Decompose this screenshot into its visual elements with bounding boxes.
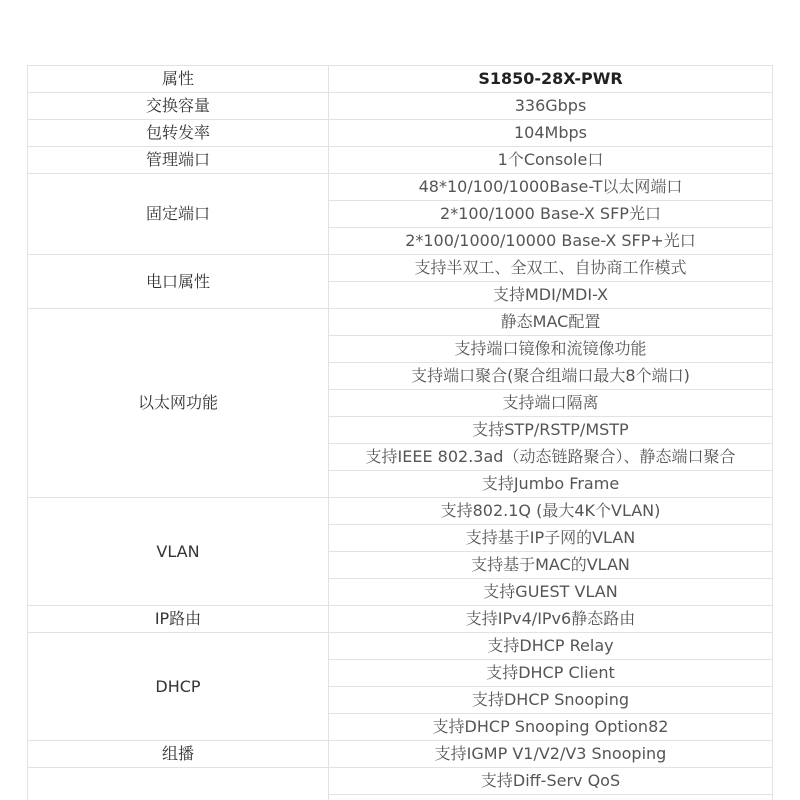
header-attribute-cell: 属性 xyxy=(28,66,329,93)
value-cell: 48*10/100/1000Base-T以太网端口 xyxy=(329,174,773,201)
value-cell: 支持DHCP Snooping Option82 xyxy=(329,714,773,741)
attribute-cell xyxy=(28,768,329,800)
value-cell: 104Mbps xyxy=(329,120,773,147)
table-row xyxy=(28,633,773,660)
value-cell: 支持端口镜像和流镜像功能 xyxy=(329,336,773,363)
value-cell: 支持端口隔离 xyxy=(329,390,773,417)
value-cell: 1个Console口 xyxy=(329,147,773,174)
value-cell: 支持STP/RSTP/MSTP xyxy=(329,417,773,444)
value-cell: 支持Diff-Serv QoS xyxy=(329,768,773,795)
table-header-row xyxy=(28,66,773,93)
value-cell: 支持DHCP Relay xyxy=(329,633,773,660)
table-row xyxy=(28,606,773,633)
value-cell: 支持MDI/MDI-X xyxy=(329,282,773,309)
value-cell: 支持基于IP子网的VLAN xyxy=(329,525,773,552)
value-cell: 支持DHCP Client xyxy=(329,660,773,687)
value-cell: 支持端口聚合(聚合组端口最大8个端口) xyxy=(329,363,773,390)
attribute-cell: 交换容量 xyxy=(28,93,329,120)
value-cell: 2*100/1000 Base-X SFP光口 xyxy=(329,201,773,228)
attribute-cell: 以太网功能 xyxy=(28,309,329,498)
attribute-cell: VLAN xyxy=(28,498,329,606)
value-cell: 支持IGMP V1/V2/V3 Snooping xyxy=(329,741,773,768)
table-row xyxy=(28,255,773,282)
attribute-cell: IP路由 xyxy=(28,606,329,633)
header-model-cell: S1850-28X-PWR xyxy=(329,66,773,93)
spec-table-body xyxy=(28,66,773,800)
value-cell: 支持IEEE 802.3ad（动态链路聚合）、静态端口聚合 xyxy=(329,444,773,471)
spec-table xyxy=(27,65,773,800)
table-row xyxy=(28,768,773,795)
value-cell: 336Gbps xyxy=(329,93,773,120)
table-row xyxy=(28,93,773,120)
value-cell: 支持基于MAC的VLAN xyxy=(329,552,773,579)
value-cell: 支持GUEST VLAN xyxy=(329,579,773,606)
value-cell xyxy=(329,795,773,800)
attribute-cell: 包转发率 xyxy=(28,120,329,147)
attribute-cell: 固定端口 xyxy=(28,174,329,255)
attribute-cell: 电口属性 xyxy=(28,255,329,309)
value-cell: 支持半双工、全双工、自协商工作模式 xyxy=(329,255,773,282)
table-row xyxy=(28,741,773,768)
attribute-cell: DHCP xyxy=(28,633,329,741)
table-row xyxy=(28,147,773,174)
attribute-cell: 组播 xyxy=(28,741,329,768)
table-row xyxy=(28,174,773,201)
table-row xyxy=(28,498,773,525)
table-row xyxy=(28,120,773,147)
attribute-cell: 管理端口 xyxy=(28,147,329,174)
value-cell: 支持802.1Q (最大4K个VLAN) xyxy=(329,498,773,525)
value-cell: 静态MAC配置 xyxy=(329,309,773,336)
value-cell: 支持Jumbo Frame xyxy=(329,471,773,498)
value-cell: 2*100/1000/10000 Base-X SFP+光口 xyxy=(329,228,773,255)
value-cell: 支持IPv4/IPv6静态路由 xyxy=(329,606,773,633)
value-cell: 支持DHCP Snooping xyxy=(329,687,773,714)
table-row xyxy=(28,309,773,336)
